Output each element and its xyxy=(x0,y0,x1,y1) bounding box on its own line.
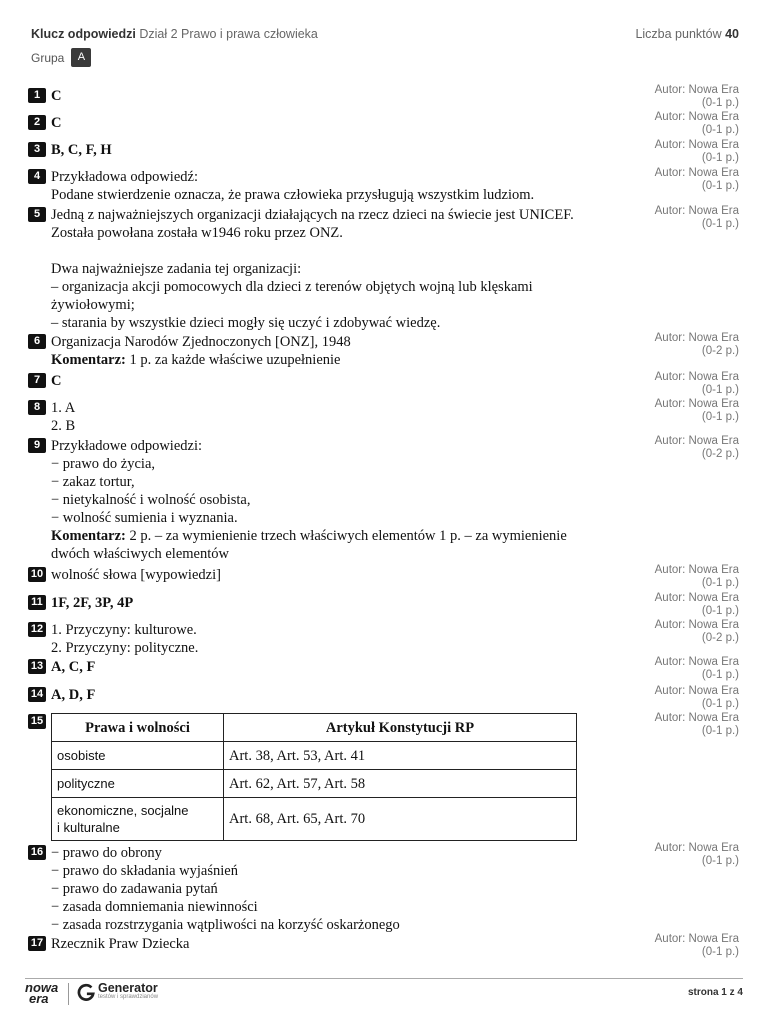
answer-meta-2: Autor: Nowa Era (0-1 p.) xyxy=(654,111,739,136)
question-3 xyxy=(28,141,648,159)
group-badge: A xyxy=(71,48,91,67)
table-header: Artykuł Konstytucji RP xyxy=(224,714,577,742)
answer-line: Organizacja Narodów Zjednoczonych [ONZ], 1948 xyxy=(51,334,351,350)
table-cell: Art. 62, Art. 57, Art. 58 xyxy=(224,770,577,798)
document-title: Klucz odpowiedzi Dział 2 Prawo i prawa człowieka xyxy=(31,27,318,41)
answer-line: Została powołana została w1946 roku przez ONZ. xyxy=(51,225,343,241)
question-13 xyxy=(28,658,648,676)
answer-meta-12: Autor: Nowa Era (0-2 p.) xyxy=(654,619,739,644)
answer-line: A, D, F xyxy=(51,687,96,703)
question-9 xyxy=(28,437,648,563)
answer-line: Dwa najważniejsze zadania tej organizacji: xyxy=(51,261,302,277)
question-number: 15 xyxy=(28,714,46,729)
answer-meta-6: Autor: Nowa Era (0-2 p.) xyxy=(654,332,739,357)
footer-divider xyxy=(25,978,743,979)
question-12 xyxy=(28,621,648,657)
table-cell: osobiste xyxy=(52,742,224,770)
question-number: 1 xyxy=(28,88,46,103)
answer-meta-10: Autor: Nowa Era (0-1 p.) xyxy=(654,564,739,589)
question-number: 10 xyxy=(28,567,46,582)
answer-line: C xyxy=(51,115,62,131)
answer-line: − zasada rozstrzygania wątpliwości na korzyść oskarżonego xyxy=(51,917,400,933)
answer-meta-9: Autor: Nowa Era (0-2 p.) xyxy=(654,435,739,460)
answer-line: − wolność sumienia i wyznania. xyxy=(51,510,238,526)
question-number: 11 xyxy=(28,595,46,610)
question-number: 5 xyxy=(28,207,46,222)
answer-meta-13: Autor: Nowa Era (0-1 p.) xyxy=(654,656,739,681)
answer-line: − prawo do obrony xyxy=(51,845,162,861)
answer-line: Przykładowa odpowiedź: xyxy=(51,169,198,185)
answer-line: żywiołowymi; xyxy=(51,297,135,313)
comment-line: Komentarz: 1 p. za każde właściwe uzupełnienie xyxy=(51,352,341,368)
answer-line: Podane stwierdzenie oznacza, że prawa człowieka przysługują wszystkim ludziom. xyxy=(51,187,535,203)
question-number: 6 xyxy=(28,334,46,349)
answer-line: Jedną z najważniejszych organizacji działających na rzecz dzieci na świecie jest UNICEF. xyxy=(51,207,574,223)
answer-line: − prawo do składania wyjaśnień xyxy=(51,863,238,879)
answer-line: 2. B xyxy=(51,418,76,434)
answer-meta-3: Autor: Nowa Era (0-1 p.) xyxy=(654,139,739,164)
answer-line: Przykładowe odpowiedzi: xyxy=(51,438,203,454)
comment-line: Komentarz: 2 p. – za wymienienie trzech właściwych elementów 1 p. – za wymienienie xyxy=(51,528,567,544)
question-number: 17 xyxy=(28,936,46,951)
answer-line: 1. Przyczyny: kulturowe. xyxy=(51,622,197,638)
answer-meta-15: Autor: Nowa Era (0-1 p.) xyxy=(654,712,739,737)
answer-meta-11: Autor: Nowa Era (0-1 p.) xyxy=(654,592,739,617)
answer-meta-8: Autor: Nowa Era (0-1 p.) xyxy=(654,398,739,423)
question-11 xyxy=(28,594,648,612)
question-10 xyxy=(28,566,648,584)
table-row xyxy=(52,798,577,841)
blank-line xyxy=(51,242,648,260)
question-17 xyxy=(28,935,648,953)
answer-meta-1: Autor: Nowa Era (0-1 p.) xyxy=(654,84,739,109)
table-cell: ekonomiczne, socjalne i kulturalne xyxy=(52,798,224,841)
question-5 xyxy=(28,206,648,332)
question-number: 12 xyxy=(28,622,46,637)
constitution-table xyxy=(51,713,577,841)
answer-line: Rzecznik Praw Dziecka xyxy=(51,936,190,952)
answer-meta-7: Autor: Nowa Era (0-1 p.) xyxy=(654,371,739,396)
question-16 xyxy=(28,844,648,934)
question-1 xyxy=(28,87,648,105)
group-indicator: Grupa A xyxy=(31,48,91,67)
answer-line: − zakaz tortur, xyxy=(51,474,135,490)
answer-line: − prawo do zadawania pytań xyxy=(51,881,218,897)
question-8 xyxy=(28,399,648,435)
question-2 xyxy=(28,114,648,132)
answer-meta-14: Autor: Nowa Era (0-1 p.) xyxy=(654,685,739,710)
points-total: Liczba punktów 40 xyxy=(635,27,739,41)
question-7 xyxy=(28,372,648,390)
page-number: strona 1 z 4 xyxy=(687,987,743,998)
table-cell: Art. 38, Art. 53, Art. 41 xyxy=(224,742,577,770)
table-cell: polityczne xyxy=(52,770,224,798)
answer-line: − zasada domniemania niewinności xyxy=(51,899,258,915)
answer-meta-17: Autor: Nowa Era (0-1 p.) xyxy=(654,933,739,958)
question-number: 13 xyxy=(28,659,46,674)
question-number: 4 xyxy=(28,169,46,184)
question-14 xyxy=(28,686,648,704)
table-row xyxy=(52,770,577,798)
answer-line: C xyxy=(51,88,62,104)
answer-line: – organizacja akcji pomocowych dla dzieci z terenów objętych wojną lub klęskami xyxy=(51,279,533,295)
answer-meta-5: Autor: Nowa Era (0-1 p.) xyxy=(654,205,739,230)
comment-line: dwóch właściwych elementów xyxy=(51,546,229,562)
nowa-era-logo: nowa era xyxy=(25,980,59,1006)
answer-line: A, C, F xyxy=(51,659,96,675)
question-number: 9 xyxy=(28,438,46,453)
table-cell: Art. 68, Art. 65, Art. 70 xyxy=(224,798,577,841)
question-number: 3 xyxy=(28,142,46,157)
answer-line: 1F, 2F, 3P, 4P xyxy=(51,595,134,611)
answer-line: – starania by wszystkie dzieci mogły się uczyć i zdobywać wiedzę. xyxy=(51,315,441,331)
answer-line: wolność słowa [wypowiedzi] xyxy=(51,567,221,583)
answer-meta-4: Autor: Nowa Era (0-1 p.) xyxy=(654,167,739,192)
answer-line: − prawo do życia, xyxy=(51,456,155,472)
question-number: 8 xyxy=(28,400,46,415)
question-number: 14 xyxy=(28,687,46,702)
question-number: 16 xyxy=(28,845,46,860)
generator-g-icon xyxy=(77,983,95,1001)
answer-line: 2. Przyczyny: polityczne. xyxy=(51,640,199,656)
answer-line: B, C, F, H xyxy=(51,142,112,158)
question-number: 7 xyxy=(28,373,46,388)
table-header: Prawa i wolności xyxy=(52,714,224,742)
question-15 xyxy=(28,713,648,841)
table-row xyxy=(52,742,577,770)
question-6 xyxy=(28,333,648,369)
answer-line: C xyxy=(51,373,62,389)
answer-line: − nietykalność i wolność osobista, xyxy=(51,492,251,508)
answer-line: 1. A xyxy=(51,400,76,416)
question-4 xyxy=(28,168,648,204)
answer-meta-16: Autor: Nowa Era (0-1 p.) xyxy=(654,842,739,867)
logo-separator xyxy=(68,983,69,1005)
generator-logo: Generator testów i sprawdzianów xyxy=(77,982,158,1001)
question-number: 2 xyxy=(28,115,46,130)
